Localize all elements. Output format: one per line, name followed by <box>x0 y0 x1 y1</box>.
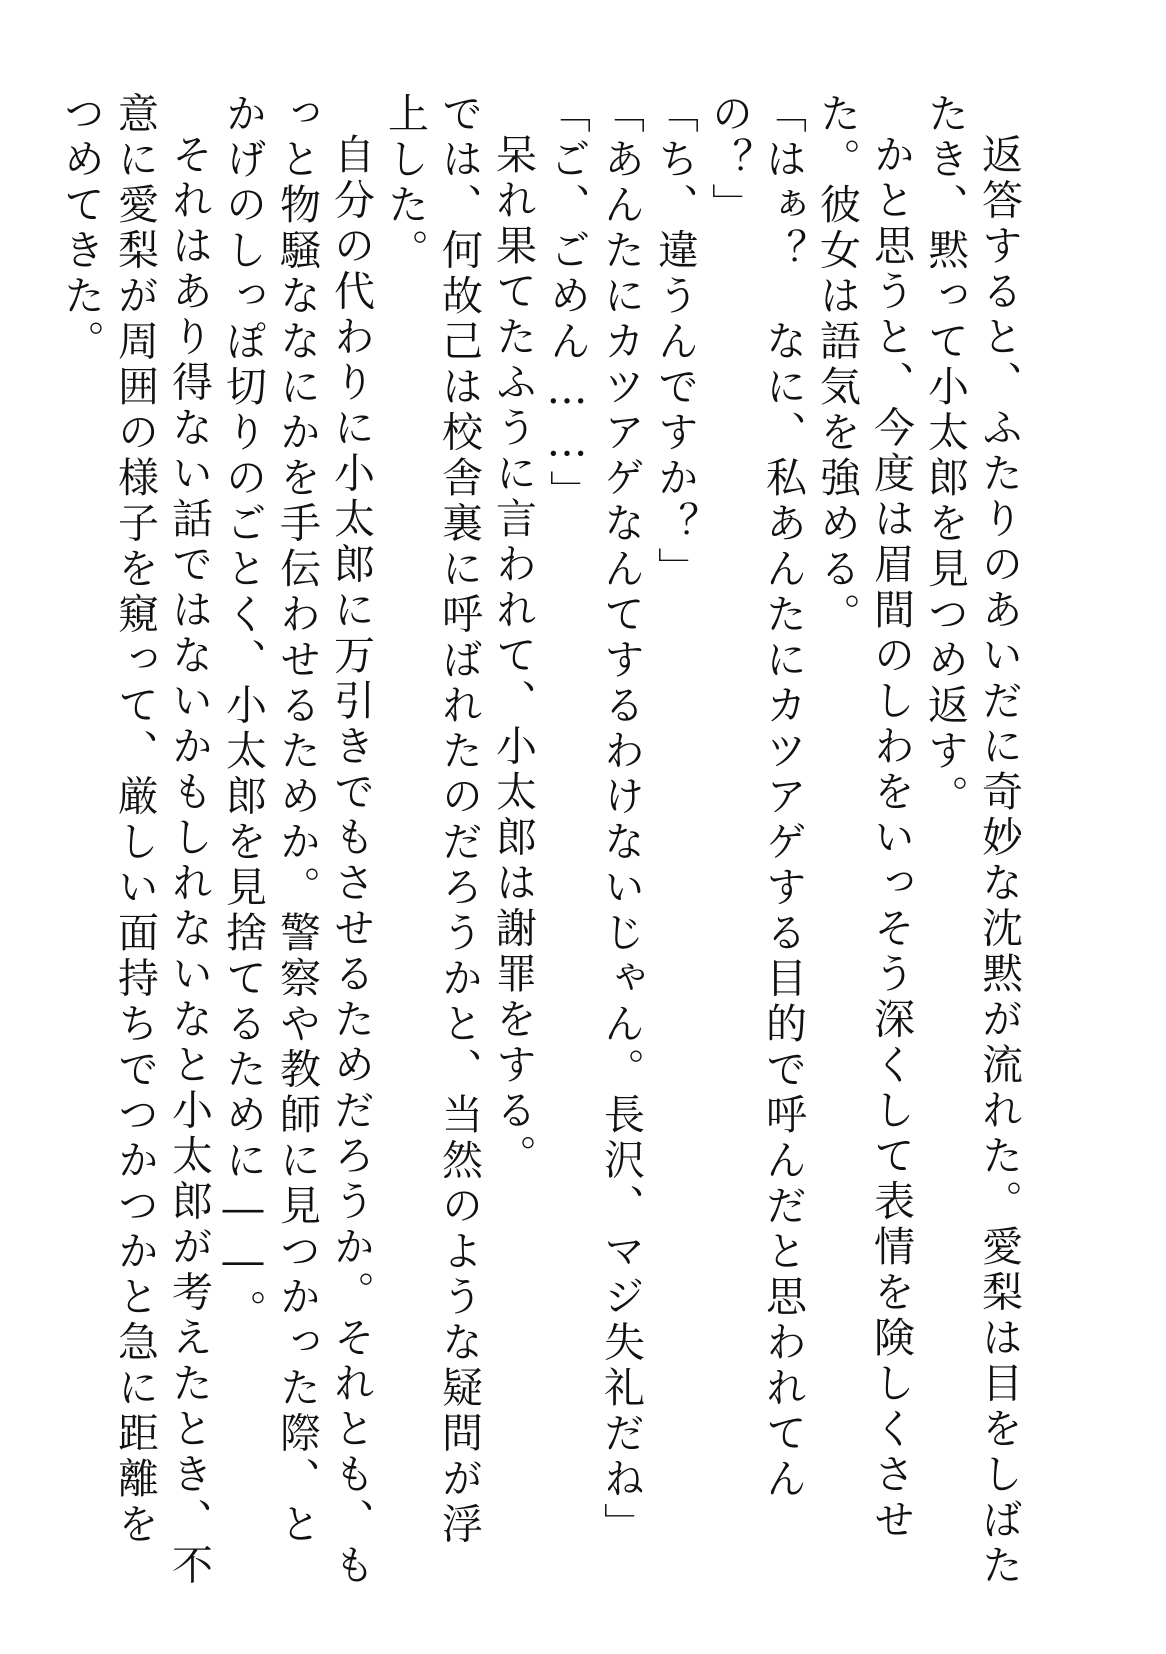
dialogue-1: 「はぁ？ なに、私あんたにカツアゲする目的で呼んだと思われてんの？」 <box>705 92 807 1503</box>
paragraph-6: それはあり得ない話ではないかもしれないなと小太郎が考えたとき、不意に愛梨が周囲の様子を窺って、厳しい面持ちでつかつかと急に距離をつめてきた。 <box>57 92 213 1589</box>
paragraph-2: かと思うと、今度は眉間のしわをいっそう深くして表情を険しくさせた。彼女は語気を強める。 <box>813 92 915 1544</box>
dialogue-2: 「ち、違うんですか？」 <box>651 92 699 593</box>
paragraph-5: 自分の代わりに小太郎に万引きでもさせるためだろうか。それとも、もっと物騒ななにかを手伝わせるためか。警察や教師に見つかった際、とかげのしっぽ切りのごとく、小太郎を見捨てるために――。 <box>219 92 375 1589</box>
vertical-text-page <box>57 92 1026 1592</box>
dialogue-3: 「あんたにカツアゲなんてするわけないじゃん。長沢、マジ失礼だね」 <box>597 92 645 1548</box>
paragraph-4: では、何故己は校舎裏に呼ばれたのだろうかと、当然のような疑問が浮上した。 <box>381 92 483 1548</box>
paragraph-3: 呆れ果てたふうに言われて、小太郎は謝罪をする。 <box>489 133 537 1180</box>
dialogue-4: 「ご、ごめん……」 <box>543 92 591 516</box>
paragraph-1: 返答すると、ふたりのあいだに奇妙な沈黙が流れた。愛梨は目をしばたたき、黙って小太郎を見つめ返す。 <box>921 92 1023 1589</box>
